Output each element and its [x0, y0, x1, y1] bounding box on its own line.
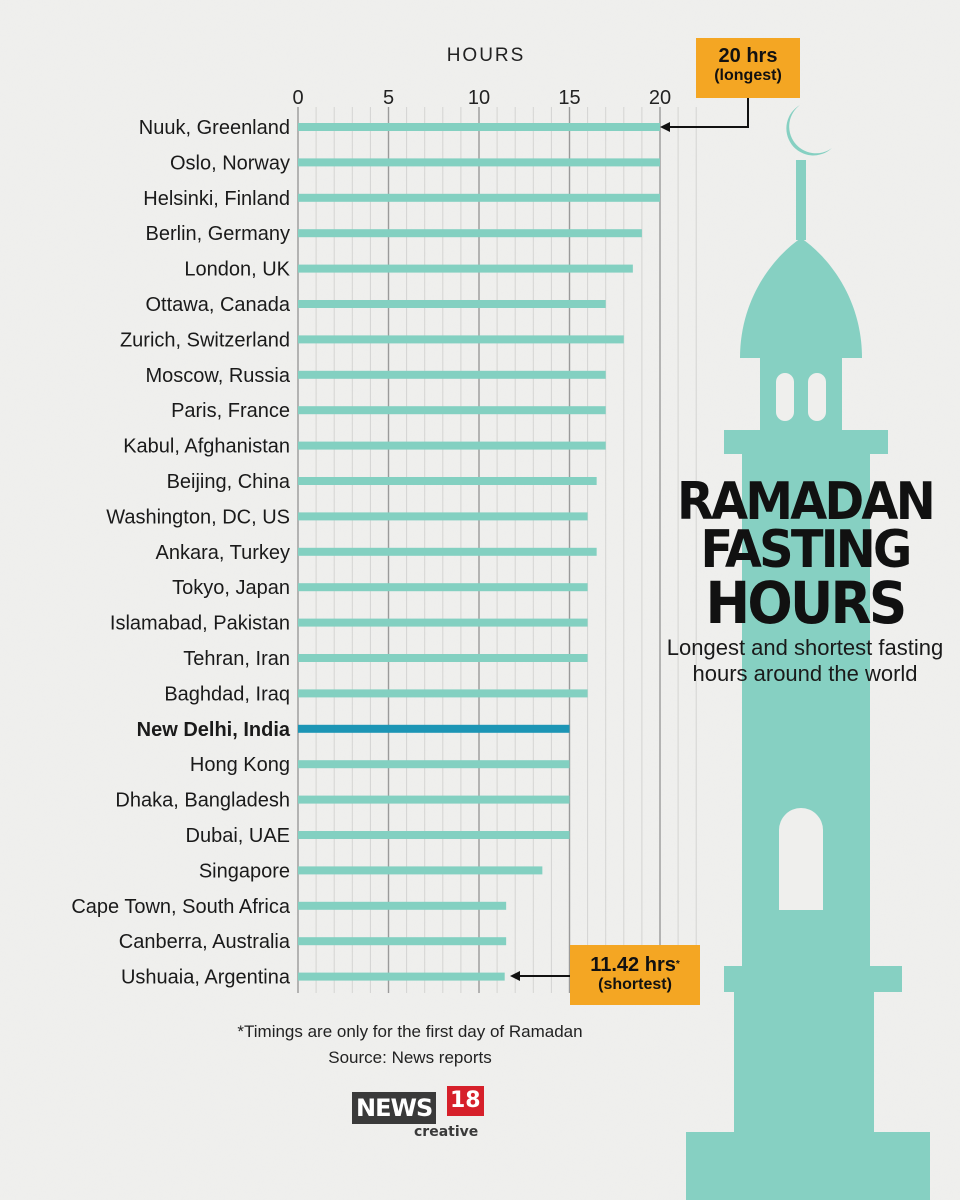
category-label: Baghdad, Iraq	[164, 683, 290, 706]
category-labels	[71, 117, 291, 989]
category-label: Islamabad, Pakistan	[109, 612, 290, 635]
bar	[298, 300, 606, 308]
x-tick-label: 10	[467, 87, 491, 109]
longest-arrowhead	[660, 122, 670, 132]
longest-callout	[696, 38, 800, 98]
bar	[298, 123, 660, 131]
title-line-1: RAMADAN	[677, 472, 933, 532]
x-tick-label: 15	[558, 87, 581, 109]
category-label: Paris, France	[171, 400, 290, 423]
category-label: New Delhi, India	[136, 718, 290, 741]
bar	[298, 937, 506, 945]
bar	[298, 866, 542, 874]
logo-number: 18	[447, 1086, 484, 1116]
shortest-label: (shortest)	[598, 976, 672, 993]
category-label: Ottawa, Canada	[145, 294, 290, 316]
x-axis-label: HOURS	[446, 45, 526, 66]
category-label: Cape Town, South Africa	[71, 895, 290, 918]
longest-arrow	[668, 98, 748, 127]
bar	[298, 194, 660, 202]
category-label: Dubai, UAE	[185, 825, 290, 847]
x-tick-label: 20	[648, 87, 672, 109]
category-label: Ushuaia, Argentina	[120, 966, 290, 989]
bar	[298, 477, 597, 485]
page-title	[660, 472, 950, 637]
bar	[298, 689, 588, 697]
bar	[298, 512, 588, 520]
category-label: Oslo, Norway	[169, 152, 290, 175]
category-label: Beijing, China	[166, 471, 290, 493]
category-label: Helsinki, Finland	[143, 187, 290, 210]
bar	[298, 583, 588, 591]
bar	[298, 902, 506, 910]
bar	[298, 760, 570, 768]
bar	[298, 371, 606, 379]
shortest-value: 11.42 hrs	[590, 954, 676, 976]
shortest-callout	[570, 945, 700, 1005]
bar	[298, 158, 660, 166]
category-label: Washington, DC, US	[106, 506, 290, 529]
x-tick-label: 0	[292, 87, 304, 109]
category-label: Singapore	[198, 860, 290, 883]
x-tick-labels	[292, 87, 671, 109]
source-note: Source: News reports	[328, 1048, 492, 1067]
category-label: Dhaka, Bangladesh	[115, 789, 290, 812]
bar	[298, 442, 606, 450]
bar	[298, 406, 606, 414]
category-label: London, UK	[184, 258, 290, 281]
x-tick-label: 5	[382, 87, 395, 109]
bar	[298, 548, 597, 556]
bar	[298, 654, 588, 662]
bar	[298, 973, 505, 981]
category-label: Hong Kong	[189, 754, 290, 777]
title-line-2: FASTING	[700, 520, 910, 580]
category-label: Berlin, Germany	[145, 223, 290, 246]
bar	[298, 831, 570, 839]
logo-tagline: creative	[414, 1124, 479, 1140]
bar	[298, 335, 624, 343]
category-label: Tehran, Iran	[183, 648, 290, 670]
category-label: Canberra, Australia	[118, 931, 290, 954]
category-label: Ankara, Turkey	[155, 541, 290, 564]
bar	[298, 619, 588, 627]
longest-value: 20 hrs	[718, 45, 778, 67]
longest-label: (longest)	[714, 67, 782, 84]
bar	[298, 796, 570, 804]
category-label: Zurich, Switzerland	[119, 329, 290, 352]
bar	[298, 725, 570, 733]
category-label: Kabul, Afghanistan	[123, 435, 290, 458]
page-subtitle: Longest and shortest fasting hours around the world	[666, 635, 944, 686]
category-label: Moscow, Russia	[145, 364, 290, 387]
bar	[298, 229, 642, 237]
category-label: Tokyo, Japan	[172, 577, 290, 600]
bar	[298, 265, 633, 273]
news18-logo	[352, 1086, 492, 1146]
shortest-mark: *	[675, 959, 680, 970]
category-label: Nuuk, Greenland	[138, 117, 290, 139]
logo-brand: NEWS	[352, 1092, 436, 1124]
title-line-3: HOURS	[705, 569, 905, 637]
footnote: *Timings are only for the first day of Ramadan	[237, 1022, 583, 1041]
